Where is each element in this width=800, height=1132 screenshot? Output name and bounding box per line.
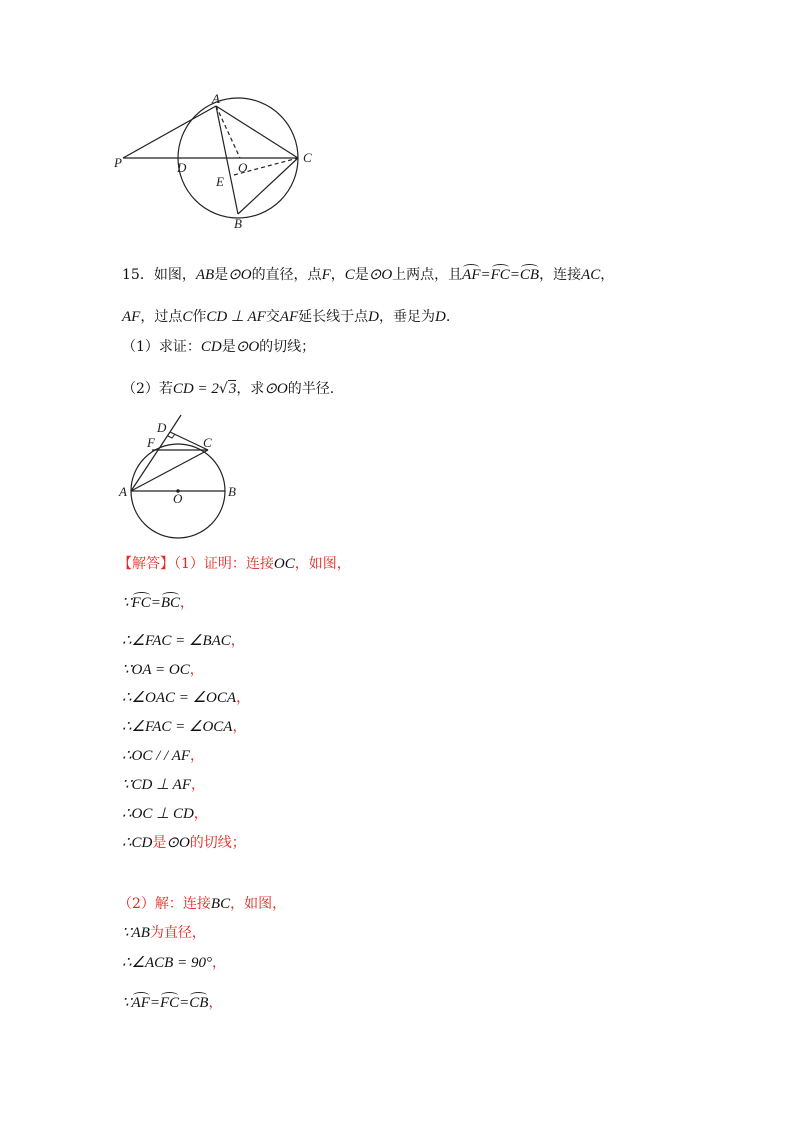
sqrt-radicand: 3: [228, 381, 237, 397]
step-2: [122, 630, 245, 650]
fig2-label-A: A: [119, 484, 127, 499]
math-AF: AF: [122, 309, 141, 325]
question-1: [122, 336, 315, 356]
text: 上两点，且: [392, 267, 463, 283]
text: ，垂足为: [378, 309, 435, 325]
circle-O: ⊙O: [235, 339, 260, 355]
math-D: D: [368, 309, 379, 325]
text: 的切线；: [189, 835, 246, 851]
sqrt-icon: √: [218, 381, 228, 397]
step-9: [122, 832, 246, 852]
because-symbol: ∵: [122, 995, 132, 1011]
fig2-right-angle: [168, 434, 175, 438]
text: ，过点: [140, 309, 183, 325]
math-CD-eq: CD = 2: [172, 381, 219, 397]
text: 延长线于点: [298, 309, 369, 325]
circle-O: ⊙O: [368, 267, 393, 283]
math-C: C: [344, 267, 355, 283]
step-1: [122, 592, 194, 612]
text: ，: [600, 267, 615, 283]
fig2-line-AC: [131, 450, 208, 491]
math-BC: BC: [210, 896, 231, 912]
math-D: D: [434, 309, 446, 325]
step-6: [122, 745, 204, 765]
text: ，: [211, 955, 226, 971]
step-12: [122, 992, 222, 1012]
figure-circle-tangent-1: [110, 90, 335, 240]
text: ∵OA = OC: [122, 662, 190, 678]
text: ，连接: [539, 267, 582, 283]
problem-number: 15．如图，: [122, 267, 196, 283]
eq: =: [480, 267, 491, 283]
fig1-label-P: P: [114, 155, 122, 170]
fig1-line-PA: [123, 106, 216, 158]
step-8: [122, 803, 208, 823]
text: ，: [230, 633, 245, 649]
text: 的直径，点: [251, 267, 322, 283]
eq: =: [509, 267, 520, 283]
text: ，: [330, 267, 345, 283]
step-10: [122, 922, 206, 942]
because-symbol: ∵: [122, 595, 132, 611]
text: ，: [193, 806, 208, 822]
math-CD-perp-AF: CD ⊥ AF: [206, 309, 266, 325]
arc-FC: FC: [490, 267, 510, 283]
text: 是: [152, 835, 167, 851]
text: 是: [221, 339, 236, 355]
text: ，: [180, 595, 195, 611]
fig2-line-tangent-ext: [170, 415, 181, 432]
math-OC: OC: [273, 556, 295, 572]
fig1-shapes: [123, 98, 298, 218]
step-3: [122, 659, 204, 679]
text: ∵CD ⊥ AF: [122, 777, 192, 793]
math-AB: AB: [195, 267, 215, 283]
circle-O: ⊙O: [228, 267, 252, 283]
solution-header: [118, 553, 351, 573]
text: （2）解：连接: [118, 896, 211, 912]
text: ，: [189, 662, 204, 678]
fig1-label-D: D: [177, 160, 187, 175]
text: （1）求证：: [122, 339, 201, 355]
arc-FC: FC: [131, 595, 151, 611]
fig2-label-C: C: [203, 435, 212, 450]
text: ∴OC ⊥ CD: [122, 806, 194, 822]
text: （2）若: [122, 381, 173, 397]
eq: =: [150, 595, 161, 611]
math-CD: CD: [200, 339, 222, 355]
text: ∴OC / / AF: [122, 748, 191, 764]
fig1-label-A: A: [212, 91, 220, 106]
text: ，: [191, 777, 206, 793]
eq: =: [179, 995, 190, 1011]
fig2-label-F: F: [147, 435, 155, 450]
text: ∴∠FAC = ∠OCA: [122, 719, 233, 735]
text: ∴CD: [122, 835, 153, 851]
text: ，: [232, 719, 247, 735]
eq: =: [149, 995, 160, 1011]
text: ∴∠FAC = ∠BAC: [122, 633, 231, 649]
solution-label: 【解答】: [118, 556, 174, 572]
step-4: [122, 687, 250, 707]
text: ∴∠ACB = 90°: [122, 955, 212, 971]
fig2-label-D: D: [157, 420, 167, 435]
math-AC: AC: [581, 267, 601, 283]
circle-O: ⊙O: [264, 381, 288, 397]
step-11: [122, 952, 226, 972]
text: （1）证明：连接: [174, 556, 274, 572]
text: 的半径.: [287, 381, 335, 397]
math-AF: AF: [279, 309, 299, 325]
text: ∵AB: [122, 925, 150, 941]
part2-header: [118, 893, 286, 913]
text: 作: [192, 309, 207, 325]
fig2-shapes: [131, 415, 225, 538]
text: ，: [190, 748, 205, 764]
text: 是: [214, 267, 229, 283]
step-7: [122, 774, 205, 794]
fig2-label-B: B: [228, 484, 236, 499]
text: ，求: [236, 381, 265, 397]
arc-CB: CB: [519, 267, 540, 283]
math-C: C: [182, 309, 193, 325]
math-F: F: [321, 267, 331, 283]
text: 为直径，: [149, 925, 206, 941]
step-5: [122, 716, 246, 736]
text: ∴∠OAC = ∠OCA: [122, 690, 237, 706]
circle-O: ⊙O: [166, 835, 190, 851]
fig1-line-AB: [216, 106, 238, 214]
arc-AF: AF: [131, 995, 150, 1011]
text: ，如图，: [230, 896, 287, 912]
text: ，: [208, 995, 223, 1011]
arc-AF: AF: [462, 267, 481, 283]
arc-CB: CB: [189, 995, 209, 1011]
fig1-label-O: O: [238, 160, 248, 175]
arc-BC: BC: [160, 595, 181, 611]
text: 是: [354, 267, 369, 283]
problem-line-1: [122, 264, 614, 284]
text: ，如图，: [294, 556, 351, 572]
text: ，: [236, 690, 251, 706]
fig1-label-B: B: [234, 216, 242, 231]
text: 交: [265, 309, 280, 325]
figure-circle-tangent-2: [115, 410, 255, 545]
fig2-label-O: O: [173, 491, 183, 506]
text: .: [445, 309, 451, 325]
text: 的切线；: [259, 339, 316, 355]
fig1-label-C: C: [303, 150, 312, 165]
problem-line-2: [122, 306, 450, 326]
fig1-label-E: E: [216, 174, 224, 189]
question-2: [122, 378, 334, 398]
arc-FC: FC: [160, 995, 180, 1011]
